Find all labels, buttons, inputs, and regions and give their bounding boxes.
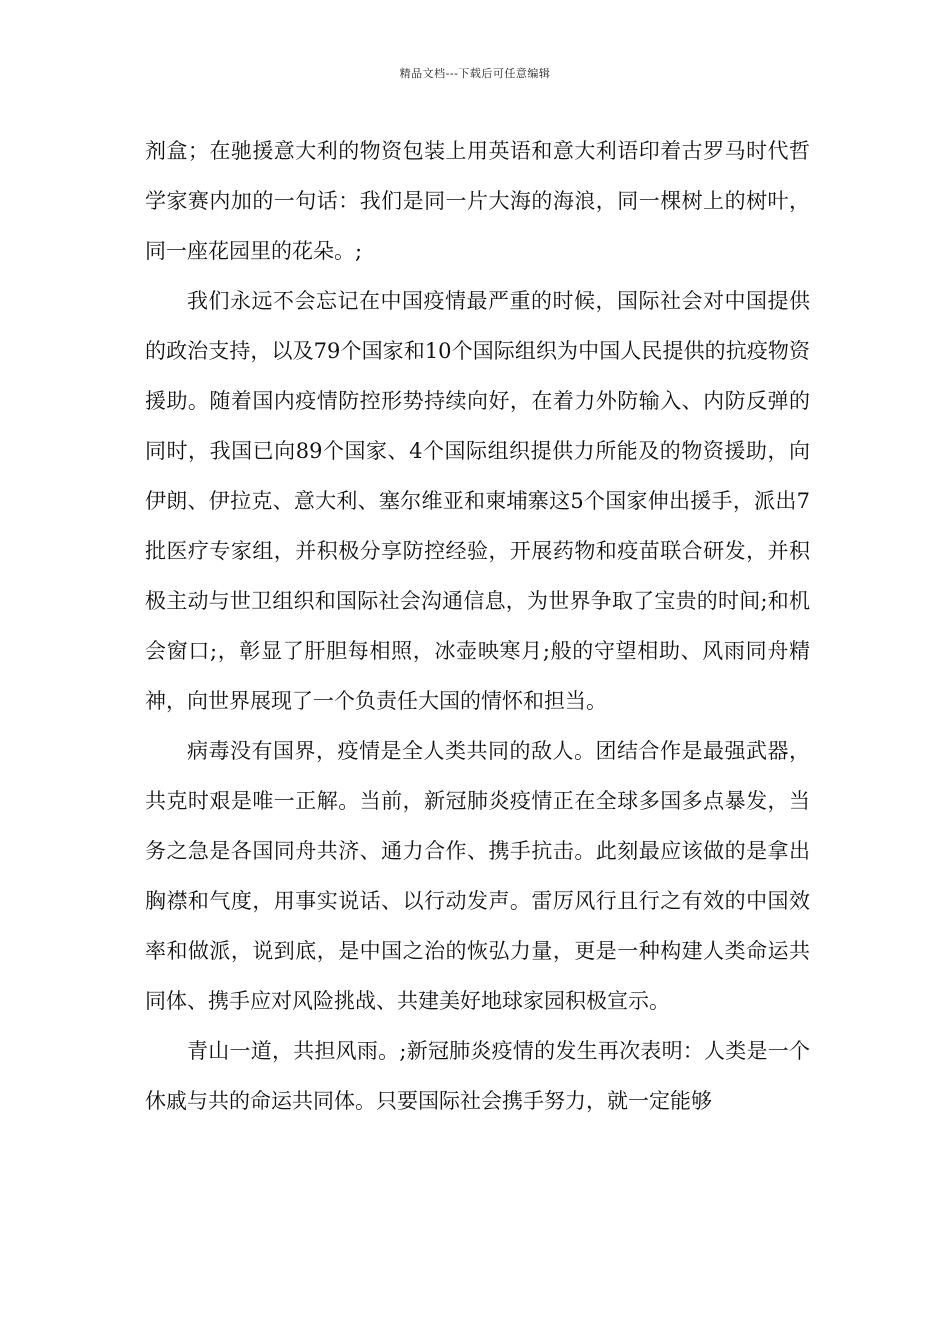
document-body [145, 126, 810, 1126]
paragraph-1: 剂盒；在驰援意大利的物资包装上用英语和意大利语印着古罗马时代哲学家赛内加的一句话：我们是同一片大海的海浪，同一棵树上的树叶，同一座花园里的花朵。; [145, 139, 810, 263]
paragraph-3: 病毒没有国界，疫情是全人类共同的敌人。团结合作是最强武器，共克时艰是唯一正解。当前，新冠肺炎疫情正在全球多国多点暴发，当务之急是各国同舟共济、通力合作、携手抗击。此刻最应该做的是拿出胸襟和气度，用事实说话、以行动发声。雷厉风行且行之有效的中国效率和做派，说到底，是中国之治的恢弘力量，更是一种构建人类命运共同体、携手应对风险挑战、共建美好地球家园积极宣示。 [145, 739, 810, 1013]
paragraph-4: 青山一道，共担风雨。;新冠肺炎疫情的发生再次表明：人类是一个休戚与共的命运共同体。只要国际社会携手努力，就一定能够 [145, 1039, 810, 1113]
page-header: 精品文档---下载后可任意编辑 [399, 67, 551, 80]
paragraph-2: 我们永远不会忘记在中国疫情最严重的时候，国际社会对中国提供的政治支持，以及79个国家和10个国际组织为中国人民提供的抗疫物资援助。随着国内疫情防控形势持续向好，在着力外防输入、内防反弹的同时，我国已向89个国家、4个国际组织提供力所能及的物资援助，向伊朗、伊拉克、意大利、塞尔维亚和柬埔寨这5个国家伸出援手，派出7批医疗专家组，并积极分享防控经验，开展药物和疫苗联合研发，并积极主动与世卫组织和国际社会沟通信息，为世界争取了宝贵的时间;和机会窗口;，彰显了肝胆每相照，冰壶映寒月;般的守望相助、风雨同舟精神，向世界展现了一个负责任大国的情怀和担当。 [145, 289, 810, 713]
